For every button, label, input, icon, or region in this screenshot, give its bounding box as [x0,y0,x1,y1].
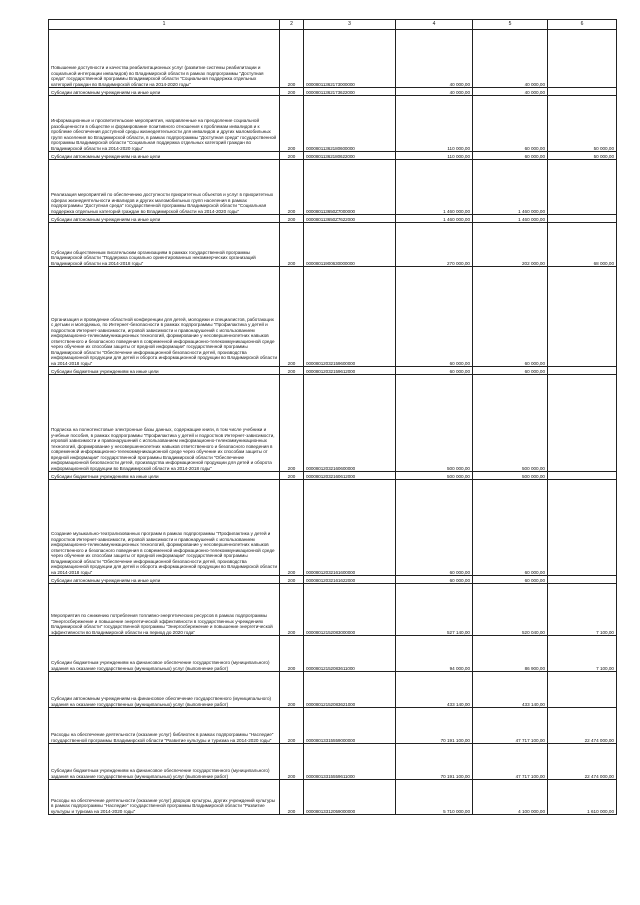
row-description: Мероприятия по снижению потребления топливно-энергетических ресурсов в рамках подпрограммы "Энергосбережение и повышение энергетической эффективности в государственных учреждениях Владимирской области" государственной программы "Энергосбережение и повышение энергетической эффективности во Владимирской области на период до 2020 года" [49,584,280,636]
row-code: 200 [280,367,304,375]
table-row [49,267,617,367]
row-amount-col6: 1 610 000,00 [548,780,617,815]
row-code: 200 [280,576,304,584]
row-classification-code: 00008013312059000000 [304,780,396,815]
row-classification-code: 000080113650Z7622000 [304,215,396,223]
row-amount-col5: 520 040,00 [473,584,548,636]
row-amount-col6: 7 100,00 [548,636,617,672]
row-amount-col5: 60 000,00 [473,367,548,375]
row-code: 200 [280,88,304,96]
row-code: 200 [280,472,304,480]
row-amount-col5: 47 717 100,00 [473,744,548,780]
row-classification-code: 00008012032161600000 [304,480,396,576]
table-row [49,708,617,744]
row-description: Субсидии автономным учреждениям на иные цели [49,88,280,96]
row-code: 200 [280,672,304,708]
row-amount-total: 5 710 000,00 [396,780,473,815]
row-code: 200 [280,744,304,780]
row-amount-col5: 60 000,00 [473,96,548,152]
row-description: Субсидии общественным писательским организациям в рамках государственной программы Владимирской области "Поддержка социально ориентированных некоммерческих организаций Владимирской области на 2014-2018 годы" [49,223,280,267]
row-amount-total: 110 000,00 [396,152,473,160]
column-number-header [49,20,617,30]
table-row [49,672,617,708]
row-amount-col6: 68 000,00 [548,223,617,267]
row-amount-col6: 22 474 000,00 [548,708,617,744]
header-cell: 5 [473,20,548,30]
row-description: Субсидии бюджетным учреждениям на финансовое обеспечение государственного (муниципального) задания на оказание государственных (муниципальных) услуг (выполнение работ) [49,636,280,672]
row-description: Субсидии бюджетным учреждениям на иные цели [49,367,280,375]
row-amount-col5: 60 000,00 [473,480,548,576]
row-description: Расходы на обеспечение деятельности (оказание услуг) дворцов культуры, других учреждений культуры в рамках подпрограммы "Наследие" государственной программы Владимирской области "Развитие культуры и туризма на 2014-2020 годы" [49,780,280,815]
row-amount-col6 [548,30,617,88]
row-description: Субсидии бюджетным учреждениям на иные цели [49,472,280,480]
row-classification-code: 00008012152083000000 [304,584,396,636]
row-amount-col5: 60 000,00 [473,152,548,160]
header-cell: 3 [304,20,396,30]
row-amount-col5: 47 717 100,00 [473,708,548,744]
row-code: 200 [280,223,304,267]
row-code: 200 [280,30,304,88]
row-amount-col6: 22 474 000,00 [548,744,617,780]
row-amount-col5: 500 000,00 [473,375,548,472]
budget-table [48,19,617,815]
row-amount-col5: 202 000,00 [473,223,548,267]
table-row [49,30,617,88]
row-code: 200 [280,160,304,215]
row-classification-code: 00008011362173000000 [304,30,396,88]
row-classification-code: 00008012152083621000 [304,672,396,708]
row-amount-col6 [548,367,617,375]
row-amount-col6: 50 000,00 [548,152,617,160]
row-code: 200 [280,375,304,472]
row-amount-col6 [548,375,617,472]
header-cell: 4 [396,20,473,30]
table-row [49,576,617,584]
row-amount-col6 [548,672,617,708]
table-row [49,780,617,815]
row-amount-total: 94 000,00 [396,636,473,672]
row-description: Информационные и просветительские мероприятия, направленные на преодоление социальной разобщенности в обществе и формирование позитивного отношения к проблемам инвалидов и к проблеме обеспечения доступной среды жизнедеятельности для инвалидов и других маломобильных групп населения во Владимирской области, в рамках подпрограммы "Доступная среда" государственной программы Владимирской области "Социальная поддержка отдельных категорий граждан во Владимирской области на 2014-2020 годы" [49,96,280,152]
header-cell: 2 [280,20,304,30]
row-amount-col5: 60 000,00 [473,576,548,584]
row-amount-total: 60 000,00 [396,480,473,576]
row-classification-code: 00008011900630000000 [304,223,396,267]
row-code: 200 [280,780,304,815]
row-amount-col5: 500 000,00 [473,472,548,480]
row-classification-code: 00008011362180622000 [304,152,396,160]
row-code: 200 [280,708,304,744]
row-amount-col5: 4 100 000,00 [473,780,548,815]
row-classification-code: 00008012032160612000 [304,472,396,480]
row-amount-total: 70 191 100,00 [396,708,473,744]
table-row [49,375,617,472]
row-description: Субсидии автономным учреждениям на иные цели [49,576,280,584]
row-description: Субсидии автономным учреждениям на иные цели [49,152,280,160]
table-row [49,152,617,160]
table-row [49,215,617,223]
table-row [49,223,617,267]
budget-table-body [49,20,617,815]
row-description: Повышение доступности и качества реабилитационных услуг (развитие системы реабилитации и социальной интеграции инвалидов) во Владимирской области в рамках подпрограммы "Доступная среда" государственной программы Владимирской области "Социальная поддержка отдельных категорий граждан во Владимирской области на 2014-2020 годы" [49,30,280,88]
row-classification-code: 00008012152083611000 [304,636,396,672]
row-classification-code: 00008012032160600000 [304,375,396,472]
row-code: 200 [280,636,304,672]
row-code: 200 [280,96,304,152]
row-amount-col5: 40 000,00 [473,88,548,96]
row-classification-code: 00008012032161622000 [304,576,396,584]
row-amount-total: 500 000,00 [396,472,473,480]
header-cell: 1 [49,20,280,30]
row-classification-code: 00008011362173622000 [304,88,396,96]
row-code: 200 [280,215,304,223]
row-amount-total: 1 460 000,00 [396,215,473,223]
row-amount-total: 60 000,00 [396,267,473,367]
table-row [49,160,617,215]
row-amount-total: 527 140,00 [396,584,473,636]
row-description: Реализация мероприятий по обеспечению доступности приоритетных объектов и услуг в приоритетных сферах жизнедеятельности инвалидов и других маломобильных групп населения в рамках подпрограммы "Доступная среда" государственной программы Владимирской области "Социальная поддержка отдельных категорий граждан во Владимирской области на 2014-2020 годы" [49,160,280,215]
row-amount-total: 40 000,00 [396,30,473,88]
row-amount-total: 500 000,00 [396,375,473,472]
row-amount-col5: 86 900,00 [473,636,548,672]
row-description: Субсидии автономным учреждениям на финансовое обеспечение государственного (муниципального) задания на оказание государственных (муниципальных) услуг (выполнение работ) [49,672,280,708]
row-amount-total: 60 000,00 [396,367,473,375]
row-code: 200 [280,480,304,576]
row-amount-total: 270 000,00 [396,223,473,267]
row-classification-code: 00008012032159600000 [304,267,396,367]
table-row [49,744,617,780]
row-amount-col6 [548,576,617,584]
row-amount-total: 110 000,00 [396,96,473,152]
row-classification-code: 000080113650Z7000000 [304,160,396,215]
row-amount-col6 [548,160,617,215]
row-amount-col5: 1 460 000,00 [473,160,548,215]
table-row [49,584,617,636]
row-amount-total: 60 000,00 [396,576,473,584]
row-amount-col6 [548,472,617,480]
row-description: Расходы на обеспечение деятельности (оказание услуг) библиотек в рамках подпрограммы "Наследие" государственной программы Владимирской области "Развитие культуры и туризма на 2014-2020 годы" [49,708,280,744]
row-description: Создание музыкально-театрализованных программ в рамках подпрограммы "Профилактика у детей и подростков Интернет-зависимости, игровой зависимости и правонарушений с использованием информационно-телекоммуникационных технологий, формирование у несовершеннолетних навыков ответственного и безопасного поведения в современной информационно-телекоммуникационной среде через обучение их способам защиты от вредной информации" государственной программы Владимирской области "Обеспечение информационной безопасности детей, производства информационной продукции для детей и оборота информационной продукции во Владимирской области на 2014-2018 годы" [49,480,280,576]
row-amount-col6 [548,267,617,367]
row-amount-col5: 1 460 000,00 [473,215,548,223]
table-row [49,88,617,96]
table-row [49,636,617,672]
row-description: Организация и проведение областной конференции для детей, молодежи и специалистов, работающих с детьми и молодежью, по Интернет-безопасности в рамках подпрограммы "Профилактика у детей и подростков Интернет-зависимости, игровой зависимости и правонарушений с использованием информационно-телекоммуникационных технологий, формирование у несовершеннолетних навыков ответственного и безопасного поведения в современной информационно-телекоммуникационной среде через обучение их способам защиты от вредной информации" государственной программы Владимирской области "Обеспечение информационной безопасности детей, производства информационной продукции для детей и оборота информационной продукции во Владимирской области на 2014-2018 годы" [49,267,280,367]
row-amount-col6 [548,480,617,576]
row-amount-col6 [548,88,617,96]
row-amount-col5: 433 140,00 [473,672,548,708]
row-amount-col6: 50 000,00 [548,96,617,152]
row-code: 200 [280,267,304,367]
row-amount-total: 70 191 100,00 [396,744,473,780]
row-amount-col5: 40 000,00 [473,30,548,88]
row-classification-code: 00008012032159612000 [304,367,396,375]
row-amount-col6: 7 100,00 [548,584,617,636]
row-classification-code: 00008013315559611000 [304,744,396,780]
row-description: Подписка на полнотекстовые электронные базы данных, содержащие книги, в том числе учебники и учебные пособия, в рамках подпрограммы "Профилактика у детей и подростков Интернет-зависимости, игровой зависимости и правонарушений с использованием информационно-телекоммуникационных технологий, формирование у несовершеннолетних навыков ответственного и безопасного поведения в современной информационно-телекоммуникационной среде через обучение их способам защиты от вредной информации" государственной программы Владимирской области "Обеспечение информационной безопасности детей, производства информационной продукции для детей и оборота информационной продукции во Владимирской области на 2014-2018 годы" [49,375,280,472]
row-classification-code: 00008013315559000000 [304,708,396,744]
row-classification-code: 00008011362180600000 [304,96,396,152]
table-row [49,96,617,152]
table-row [49,480,617,576]
header-cell: 6 [548,20,617,30]
row-amount-total: 433 140,00 [396,672,473,708]
row-code: 200 [280,152,304,160]
table-row [49,472,617,480]
row-amount-col6 [548,215,617,223]
row-amount-total: 40 000,00 [396,88,473,96]
row-amount-col5: 60 000,00 [473,267,548,367]
row-amount-total: 1 460 000,00 [396,160,473,215]
row-description: Субсидии автономным учреждениям на иные цели [49,215,280,223]
row-code: 200 [280,584,304,636]
table-row [49,367,617,375]
row-description: Субсидии бюджетным учреждениям на финансовое обеспечение государственного (муниципального) задания на оказание государственных (муниципальных) услуг (выполнение работ) [49,744,280,780]
